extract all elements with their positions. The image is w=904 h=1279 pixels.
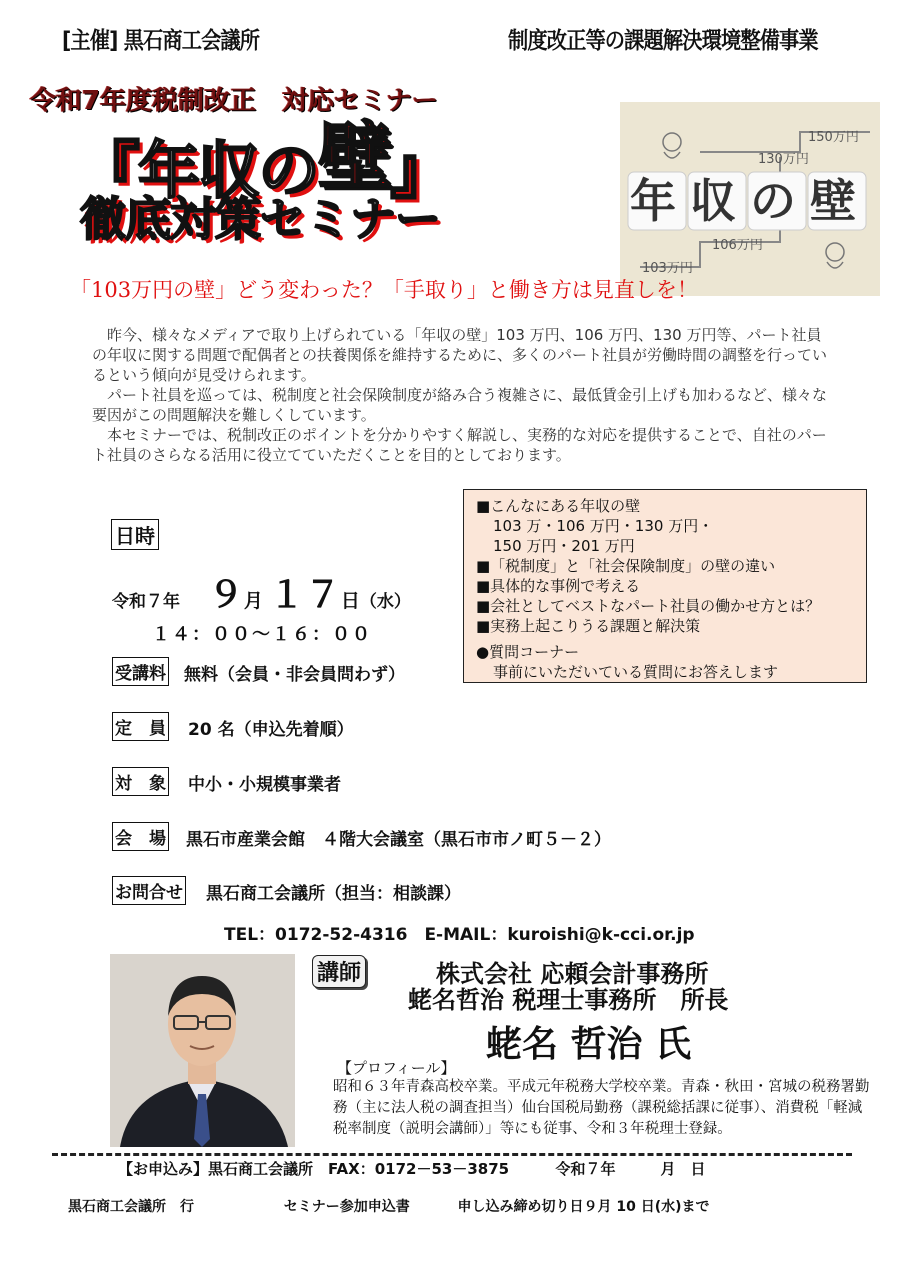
apply-date-blank: 令和７年 月 日 [555,1160,706,1178]
qa-subitem: 事前にいただいている質問にお答えします [493,663,779,681]
lecturer-portrait [110,954,295,1147]
capacity-value: 20 名（申込先着順） [188,720,354,740]
step-106: 106万円 [712,238,763,253]
topic-item: ■こんなにある年収の壁 [476,497,641,515]
lecturer-firm2: 蛯名哲治 税理士事務所 所長 [408,986,729,1014]
program-label: 制度改正等の課題解決環境整備事業 [508,28,818,54]
lecturer-photo [110,954,295,1147]
topic-item: ■実務上起こりうる課題と解決策 [476,617,701,635]
profile-text: 昭和６３年青森高校卒業。平成元年税務大学校卒業。青森・秋田・宮城の税務署勤務（主に法人税の調査担当）仙台国税局勤務（課税総括課に従事）、消費税「軽減税率制度（説明会講師）」等にも従事、令和３年税理士登録。 [333,1079,870,1137]
apply-line [118,1158,706,1179]
form-deadline: 申し込み締め切り日９月 10 日(水)まで [457,1199,710,1215]
fee-label: 受講料 [112,657,169,686]
main-title-line2: 徹底対策セミナー [80,192,440,246]
intro-paragraph: パート社員を巡っては、税制度と社会保険制度が絡み合う複雑さに、最低賃金引上げも加わるなど、様々な要因がこの問題解決を難しくしています。 [92,386,828,424]
contact-tel-email: TEL：0172-52-4316 E-MAIL：kuroishi@k-cci.or.jp [224,925,695,945]
step-150: 150万円 [808,130,859,145]
topic-item: ■「税制度」と「社会保険制度」の壁の違い [476,557,776,575]
date-weekday: （水） [359,592,411,612]
fee-value: 無料（会員・非会員問わず） [184,665,405,685]
hero-image [620,102,880,296]
cut-line [52,1153,852,1156]
topic-item: ■会社としてベストなパート社員の働かせ方とは？ [476,597,821,615]
topics-box [463,489,867,683]
form-recipient: 黒石商工会議所 行 [68,1199,194,1215]
date-label: 日時 [111,519,159,550]
target-value: 中小・小規模事業者 [188,775,341,795]
hero-illustration [620,102,880,296]
organizer-label: [主催] 黒石商工会議所 [62,28,260,54]
date-month: ９ [207,575,244,616]
intro-paragraph: 昨今、様々なメディアで取り上げられている「年収の壁」103 万円、106 万円、130 万円等、パート社員の年収に関する問題で配偶者との扶養関係を維持するために、多くのパート社員が労働時間の調整を行っているという傾向が見受けられます。 [92,326,828,384]
topic-subitem: 150 万円・201 万円 [493,537,635,555]
date-day-unit: 日 [340,590,360,612]
venue-value: 黒石市産業会館 ４階大会議室（黒石市市ノ町５－２） [186,830,611,850]
lecturer-firm1: 株式会社 応頼会計事務所 [436,960,709,988]
step-103: 103万円 [642,261,693,276]
form-footer [68,1196,710,1216]
hero-wall-text: 年収の壁 [630,174,870,228]
date-line [112,567,411,618]
contact-label: お問合せ [112,876,186,905]
form-title: セミナー参加申込書 [283,1199,410,1215]
lecturer-label: 講師 [312,955,366,988]
apply-fax: 【お申込み】黒石商工会議所 FAX：0172－53－3875 [118,1160,510,1178]
date-month-unit: 月 [243,590,263,612]
step-130: 130万円 [758,152,809,167]
topic-item: ■具体的な事例で考える [476,577,641,595]
qa-item: ●質問コーナー [476,643,580,661]
profile-heading: 【プロフィール】 [337,1059,456,1077]
title-part-a: 『年収の [78,134,319,207]
intro-text [92,325,832,465]
intro-paragraph: 本セミナーでは、税制改正のポイントを分かりやすく解説し、実務的な対応を提供することで、自社のパート社員のさらなる活用に役立てていただくことを目的としております。 [92,426,827,464]
tagline: 「103万円の壁」どう変わった？「手取り」と働き方は見直しを！ [70,278,698,302]
lecturer-name: 蛯名 哲治 氏 [486,1024,692,1065]
date-era: 令和７年 [112,592,180,612]
seminar-subtitle: 令和7年度税制改正 対応セミナー [30,86,439,116]
contact-value: 黒石商工会議所（担当：相談課） [206,884,461,904]
seminar-time: １４：００～１６：００ [152,624,372,645]
title-part-b: 』 [390,134,451,207]
venue-label: 会 場 [112,822,169,851]
topic-subitem: 103 万・106 万円・130 万円・ [493,517,714,535]
target-label: 対 象 [112,767,169,796]
title-wall-char: 壁 [318,114,391,200]
capacity-label: 定 員 [112,712,169,741]
date-day: １７ [268,575,341,616]
